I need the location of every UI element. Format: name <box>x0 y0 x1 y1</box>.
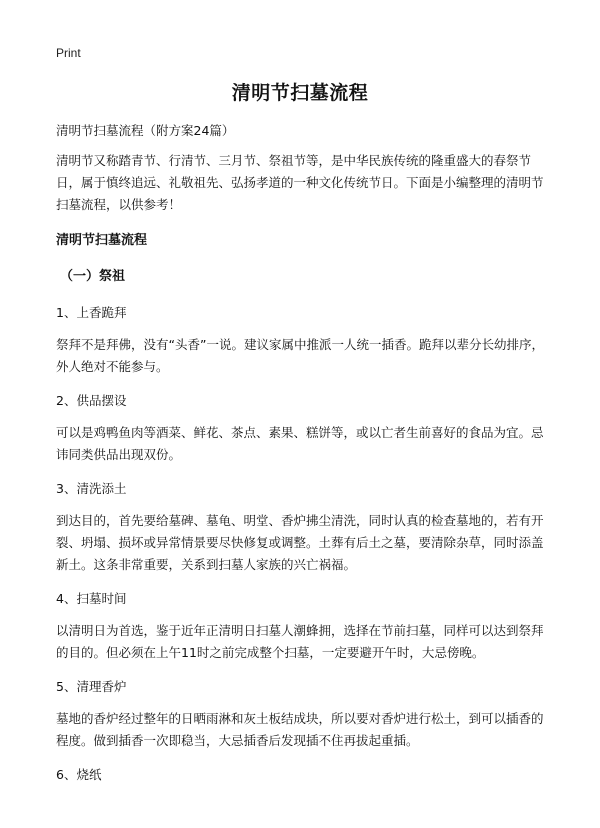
item-title-2: 2、供品摆设 <box>56 393 127 408</box>
item-title-5: 5、清理香炉 <box>56 679 127 694</box>
item-title-1: 1、上香跪拜 <box>56 305 127 320</box>
page-title: 清明节扫墓流程 <box>231 82 369 104</box>
print-link[interactable]: Print <box>56 46 81 60</box>
item-body-3: 到达目的，首先要给墓碑、墓龟、明堂、香炉拂尘清洗，同时认真的检查墓地的，若有开裂、坍塌、损坏或异常情景要尽快修复或调整。土葬有后土之墓，要清除杂草，同时添盖新土。这条非常重要，关系到扫墓人家族的兴亡祸福。 <box>56 513 544 572</box>
item-body-2: 可以是鸡鸭鱼肉等酒菜、鲜花、茶点、素果、糕饼等，或以亡者生前喜好的食品为宜。忌讳同类供品出现双份。 <box>56 425 544 462</box>
item-body-1: 祭拜不是拜佛，没有“头香”一说。建议家属中推派一人统一插香。跪拜以辈分长幼排序，外人绝对不能参与。 <box>56 337 544 374</box>
item-title-6: 6、烧纸 <box>56 767 102 782</box>
item-body-5: 墓地的香炉经过整年的日晒雨淋和灰土板结成块，所以要对香炉进行松土，到可以插香的程度。做到插香一次即稳当，大忌插香后发现插不住再拔起重插。 <box>56 711 544 748</box>
item-title-3: 3、清洗添土 <box>56 481 127 496</box>
item-body-4: 以清明日为首选，鉴于近年正清明日扫墓人潮蜂拥，选择在节前扫墓，同样可以达到祭拜的目的。但必须在上午11时之前完成整个扫墓，一定要避开午时，大忌傍晚。 <box>56 623 544 660</box>
subsection-heading: （一）祭祖 <box>60 269 126 284</box>
document-subtitle: 清明节扫墓流程（附方案24篇） <box>56 123 235 138</box>
section-heading: 清明节扫墓流程 <box>56 233 148 248</box>
item-title-4: 4、扫墓时间 <box>56 591 127 606</box>
document-content <box>56 120 552 796</box>
intro-paragraph: 清明节又称踏青节、行清节、三月节、祭祖节等，是中华民族传统的隆重盛大的春祭节日，属于慎终追远、礼敬祖先、弘扬孝道的一种文化传统节日。下面是小编整理的清明节扫墓流程，以供参考！ <box>56 153 544 212</box>
